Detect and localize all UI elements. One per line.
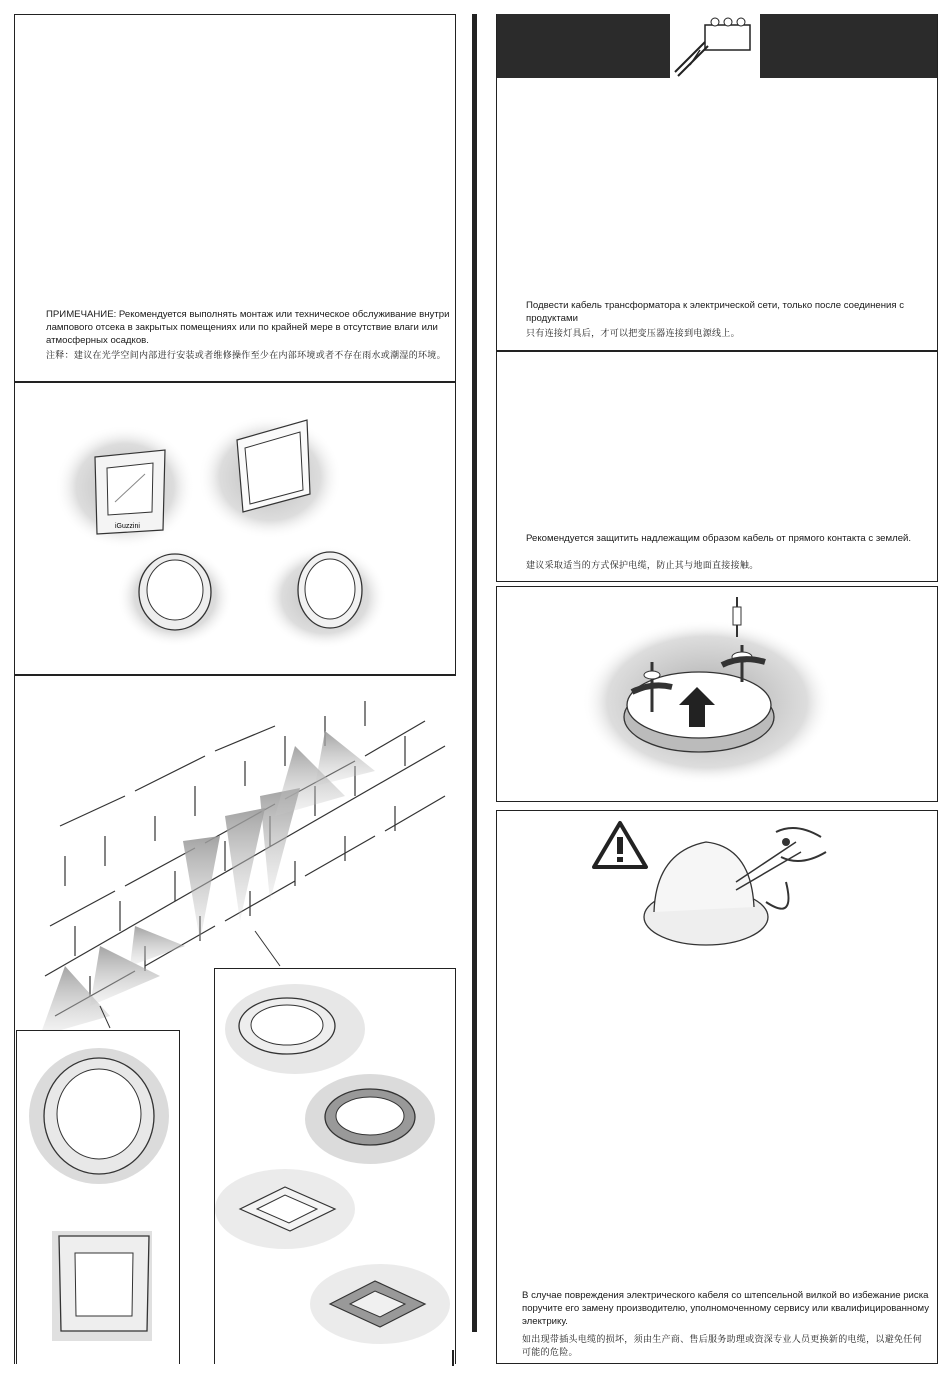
floor-product-inset — [214, 968, 456, 1364]
right-cable-panel — [496, 14, 938, 582]
cable-cutting-illustration — [636, 812, 836, 952]
product-variants-illustration — [14, 382, 456, 674]
replace-note-chinese: 如出现带插头电缆的损坏，须由生产商、售后服务助理或资深专业人员更换新的电缆，以避免任何可能的危险。 — [522, 1335, 922, 1358]
wall-product-inset — [16, 1030, 180, 1364]
terminal-block-icon — [660, 10, 770, 80]
protect-note-russian: Рекомендуется защитить надлежащим образом кабель от прямого контакта с землей. — [526, 533, 912, 544]
note-chinese: 注释：建议在光学空间内部进行安装或者维修操作至少在内部环境或者不存在雨水或潮湿的环境。 — [46, 351, 446, 361]
cable-note-chinese: 只有连接灯具后，才可以把变压器连接到电源线上。 — [526, 329, 740, 339]
left-column-bottom-edge — [452, 1350, 454, 1366]
column-divider — [472, 14, 477, 1332]
cable-note-russian: Подвести кабель трансформатора к электрической сети, только после соединения с продуктами — [526, 300, 905, 324]
note-russian: ПРИМЕЧАНИЕ: Рекомендуется выполнять монтаж или техническое обслуживание внутри лампового отсека в закрытых помещениях или по крайней мере в отсутствие влаги или атмосферных осадков. — [46, 309, 450, 346]
replace-note-russian: В случае повреждения электрического кабеля со штепсельной вилкой во избежание риска поручите его замену производителю, уполномоченному сервису или квалифицированному электрику. — [522, 1290, 930, 1327]
brand-label: iGuzzini — [115, 523, 140, 530]
screw-removal-panel — [496, 586, 938, 802]
protect-note-chinese: 建议采取适当的方式保护电缆，防止其与地面直接接触。 — [526, 561, 759, 571]
right-divider-1 — [496, 350, 938, 352]
